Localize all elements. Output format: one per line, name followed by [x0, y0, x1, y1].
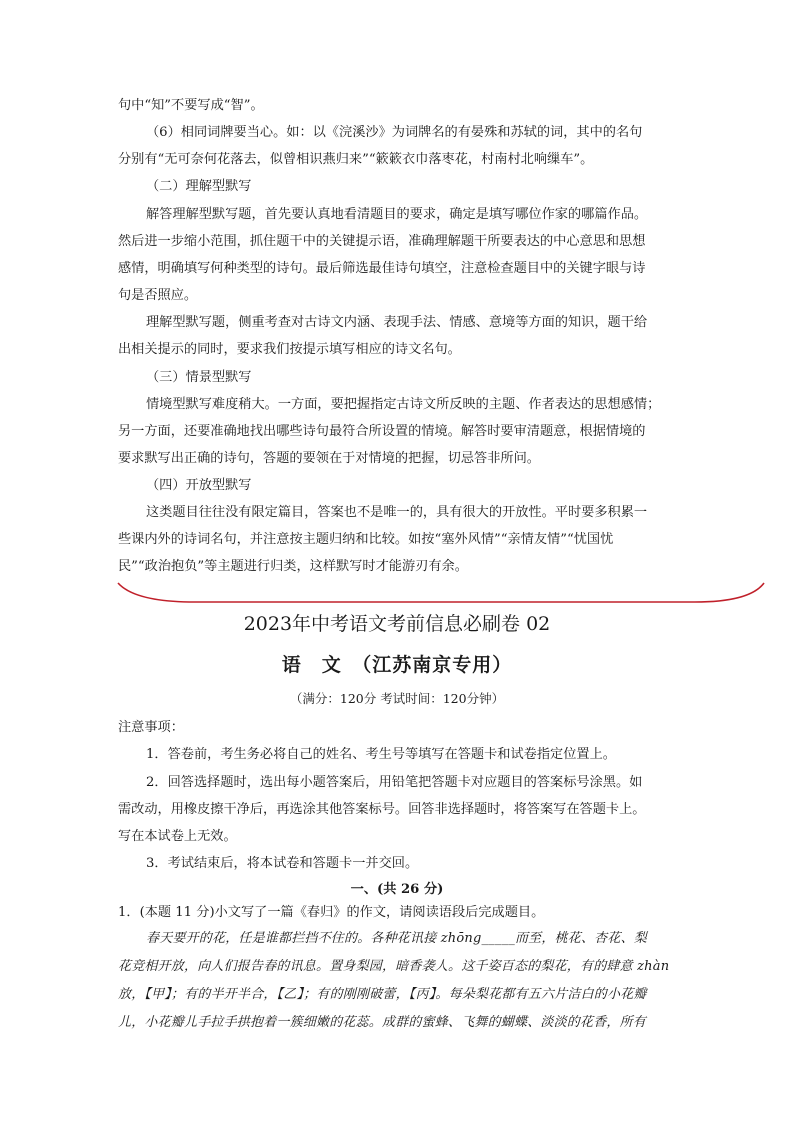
section-heading: （三）情景型默写 [146, 370, 252, 385]
text-line: 分别有“无可奈何花落去，似曾相识燕归来”“簌簌衣巾落枣花，村南村北响缫车”。 [118, 152, 594, 167]
text-line: 要求默写出正确的诗句，答题的要领在于对情境的把握，切忌答非所问。 [118, 451, 540, 466]
text-line: 理解型默写题，侧重考查对古诗文内涵、表现手法、情感、意境等方面的知识，题干给 [146, 315, 648, 330]
section-heading: （二）理解型默写 [146, 179, 252, 194]
text-line: 些课内外的诗词名句，并注意按主题归纳和比较。如按“塞外风情”“亲情友情”“忧国忧 [118, 532, 614, 547]
exam-title: 2023年中考语文考前信息必刷卷 02 [243, 613, 551, 635]
text-line: 句是否照应。 [118, 288, 198, 303]
text-line: 然后进一步缩小范围，抓住题干中的关键提示语，准确理解题干所要表达的中心意思和思想 [118, 234, 646, 249]
part-header: 一、(共 26 分) [350, 882, 444, 897]
note-item: 需改动，用橡皮擦干净后，再选涂其他答案标号。回答非选择题时，将答案写在答题卡上。 [118, 802, 646, 817]
question-1: 1．(本题 11 分)小文写了一篇《春归》的作文，请阅读语段后完成题目。 [118, 905, 545, 920]
passage-line: 儿，小花瓣儿手拉手拱抱着一簇细嫩的花蕊。成群的蜜蜂、飞舞的蝴蝶、淡淡的花香，所有 [118, 1015, 647, 1030]
text-line: 民”“政治抱负”等主题进行归类，这样默写时才能游刃有余。 [118, 559, 468, 574]
note-item: 3．考试结束后，将本试卷和答题卡一并交回。 [146, 856, 419, 871]
passage-line: 春天要开的花，任是谁都拦挡不住的。各种花讯接 zhōng_____而至，桃花、杏花、梨 [146, 931, 647, 946]
text-line: （6）相同词牌要当心。如：以《浣溪沙》为词牌名的有晏殊和苏轼的词，其中的名句 [146, 125, 643, 140]
text-line: 情境型默写难度稍大。一方面，要把握指定古诗文所反映的主题、作者表达的思想感情； [146, 397, 661, 412]
text-line: 这类题目往往没有限定篇目，答案也不是唯一的，具有很大的开放性。平时要多积累一 [146, 505, 648, 520]
section-heading: （四）开放型默写 [146, 478, 252, 493]
exam-subtitle: 语 文 （江苏南京专用） [281, 654, 513, 676]
notes-header: 注意事项： [118, 720, 184, 735]
note-item: 1．答卷前，考生务必将自己的姓名、考生号等填写在答题卡和试卷指定位置上。 [146, 747, 616, 762]
text-line: 句中“知”不要写成“智”。 [118, 98, 264, 113]
note-item: 2．回答选择题时，选出每小题答案后，用铅笔把答题卡对应题目的答案标号涂黑。如 [146, 775, 643, 790]
score-info: （满分：120分 考试时间：120分钟） [289, 691, 505, 706]
passage-line: 放，【甲】；有的半开半合，【乙】；有的刚刚破蕾，【丙】。每朵梨花都有五六片洁白的小花瓣 [118, 987, 647, 1002]
page-divider-curve [115, 580, 767, 610]
passage-line: 花竞相开放，向人们报告春的讯息。置身梨园，暗香袭人。这千姿百态的梨花，有的肆意 zhàn [118, 959, 670, 974]
text-line: 解答理解型默写题，首先要认真地看清题目的要求，确定是填写哪位作家的哪篇作品。 [146, 207, 648, 222]
note-item: 写在本试卷上无效。 [118, 829, 237, 844]
text-line: 另一方面，还要准确地找出哪些诗句最符合所设置的情境。解答时要审清题意，根据情境的 [118, 424, 646, 439]
text-line: 感情，明确填写何种类型的诗句。最后筛选最佳诗句填空，注意检查题目中的关键字眼与诗 [118, 261, 646, 276]
text-line: 出相关提示的同时，要求我们按提示填写相应的诗文名句。 [118, 342, 461, 357]
